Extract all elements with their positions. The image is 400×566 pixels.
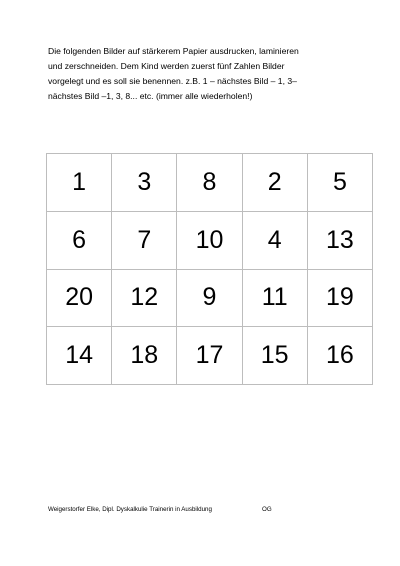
footer-initials: OG <box>262 506 272 513</box>
number-card: 19 <box>308 270 373 328</box>
number-card: 16 <box>308 327 373 385</box>
number-card: 4 <box>243 212 308 270</box>
number-card: 15 <box>243 327 308 385</box>
number-card: 7 <box>112 212 177 270</box>
number-card: 1 <box>47 154 112 212</box>
number-card: 18 <box>112 327 177 385</box>
number-card-grid <box>46 153 373 385</box>
number-card: 14 <box>47 327 112 385</box>
instructions-text <box>48 44 378 104</box>
instructions-line: vorgelegt und es soll sie benennen. z.B. 1 – nächstes Bild – 1, 3– <box>48 76 297 86</box>
number-card: 12 <box>112 270 177 328</box>
number-card: 13 <box>308 212 373 270</box>
footer-author: Weigerstorfer Elke, Dipl. Dyskalkulie Trainerin in Ausbildung <box>48 506 212 513</box>
number-card: 5 <box>308 154 373 212</box>
number-card: 6 <box>47 212 112 270</box>
number-card: 9 <box>177 270 242 328</box>
instructions-line: nächstes Bild –1, 3, 8... etc. (immer alle wiederholen!) <box>48 91 253 101</box>
number-card: 8 <box>177 154 242 212</box>
number-card: 10 <box>177 212 242 270</box>
instructions-line: und zerschneiden. Dem Kind werden zuerst fünf Zahlen Bilder <box>48 61 285 71</box>
instructions-line: Die folgenden Bilder auf stärkerem Papier ausdrucken, laminieren <box>48 46 299 56</box>
page-footer <box>48 506 272 513</box>
number-card: 20 <box>47 270 112 328</box>
number-card: 11 <box>243 270 308 328</box>
number-card: 3 <box>112 154 177 212</box>
number-card: 2 <box>243 154 308 212</box>
number-card: 17 <box>177 327 242 385</box>
